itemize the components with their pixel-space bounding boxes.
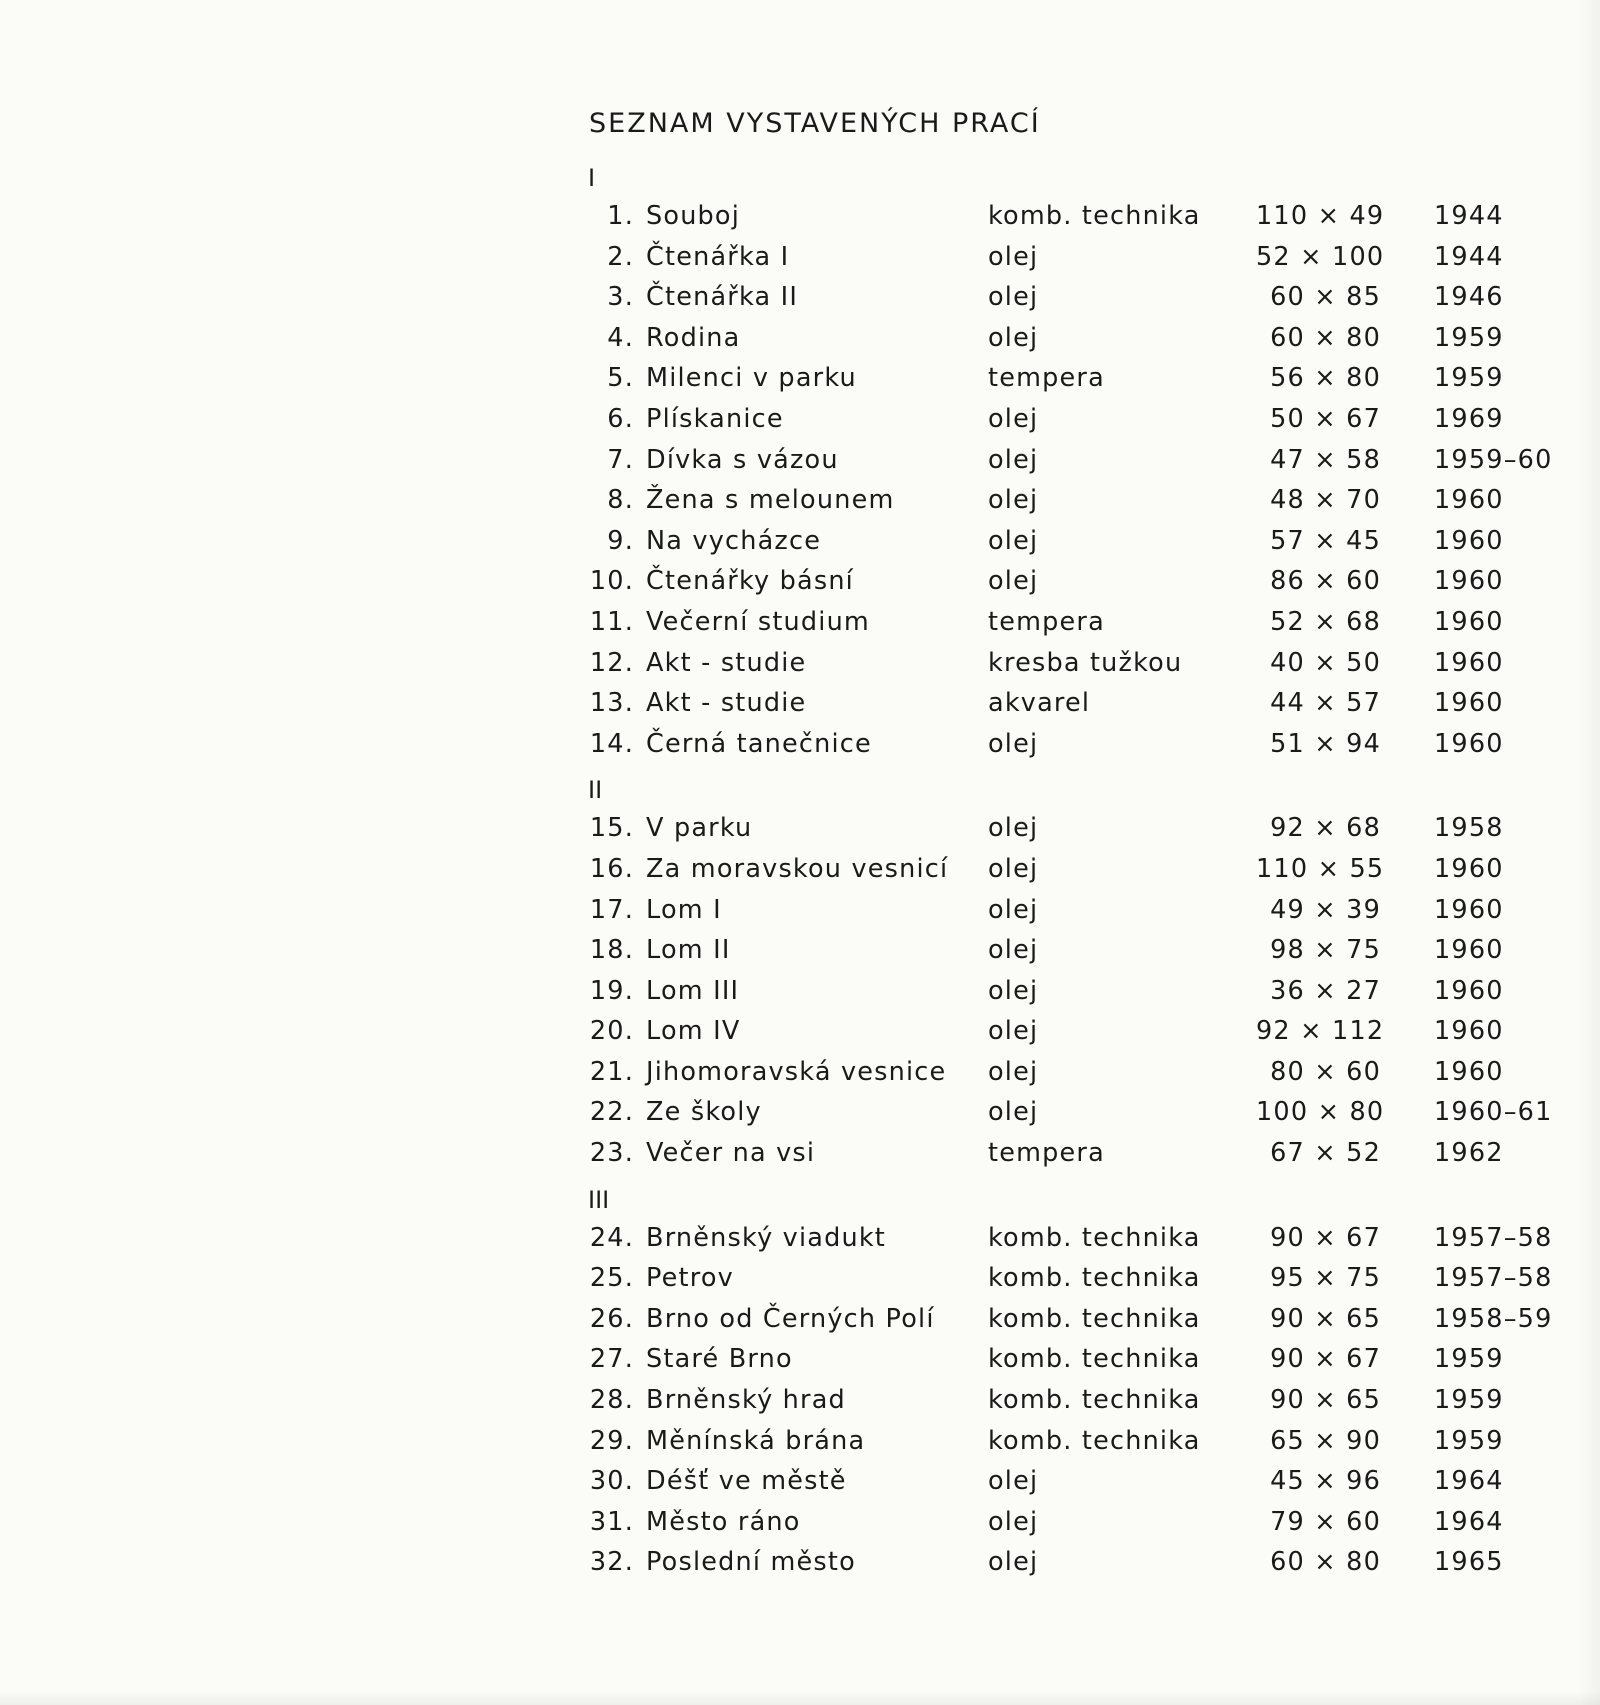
item-year: 1959–60: [1434, 444, 1553, 475]
list-item: [586, 1339, 1586, 1380]
item-technique: olej: [988, 813, 1039, 844]
item-year: 1957–58: [1434, 1263, 1553, 1294]
item-dimensions: 47 × 58: [1270, 444, 1381, 475]
item-title: Staré Brno: [646, 1344, 793, 1375]
item-dimensions: 52 × 100: [1256, 241, 1385, 272]
item-dimensions: 90 × 65: [1270, 1385, 1381, 1416]
list-item: [586, 277, 1586, 318]
item-title: V parku: [646, 813, 753, 844]
list-item: [586, 1052, 1586, 1093]
item-number: 14.: [589, 728, 634, 759]
item-year: 1959: [1434, 1385, 1504, 1416]
list-item: [586, 196, 1586, 237]
item-year: 1960: [1434, 853, 1504, 884]
section-spacer: [586, 764, 1586, 772]
item-technique: olej: [988, 975, 1039, 1006]
item-number: 15.: [589, 813, 634, 844]
item-technique: olej: [988, 241, 1039, 272]
item-technique: olej: [988, 1466, 1039, 1497]
item-dimensions: 95 × 75: [1270, 1263, 1381, 1294]
item-dimensions: 98 × 75: [1270, 935, 1381, 966]
item-technique: komb. technika: [988, 1385, 1201, 1416]
item-technique: olej: [988, 444, 1039, 475]
item-title: Na vycházce: [646, 525, 822, 556]
item-dimensions: 110 × 49: [1256, 201, 1385, 231]
item-year: 1960: [1434, 894, 1504, 925]
item-dimensions: 65 × 90: [1270, 1425, 1381, 1456]
item-year: 1946: [1434, 282, 1504, 313]
item-number: 31.: [589, 1506, 634, 1537]
item-year: 1959: [1434, 363, 1504, 394]
item-technique: komb. technika: [988, 1303, 1201, 1334]
item-year: 1960: [1434, 688, 1504, 719]
item-title: Plískanice: [646, 403, 784, 434]
item-title: Akt - studie: [646, 688, 807, 719]
item-dimensions: 92 × 68: [1270, 813, 1381, 844]
item-title: Za moravskou vesnicí: [646, 853, 949, 884]
list-item: [586, 358, 1586, 399]
item-number: 18.: [589, 935, 634, 966]
item-technique: olej: [988, 1016, 1039, 1047]
item-year: 1944: [1434, 241, 1504, 272]
item-technique: olej: [988, 1547, 1039, 1578]
section-label: II: [588, 776, 603, 805]
list-item: [586, 643, 1586, 684]
item-number: 28.: [589, 1385, 634, 1416]
item-year: 1960–61: [1434, 1097, 1553, 1128]
item-dimensions: 79 × 60: [1270, 1506, 1381, 1537]
item-number: 24.: [589, 1222, 634, 1253]
item-dimensions: 50 × 67: [1270, 403, 1381, 434]
item-number: 9.: [607, 525, 634, 556]
list-item: [586, 971, 1586, 1012]
item-year: 1960: [1434, 606, 1504, 637]
item-title: Žena s melounem: [646, 485, 895, 516]
list-item: [586, 849, 1586, 890]
item-title: Jihomoravská vesnice: [646, 1056, 947, 1087]
list-item: [586, 318, 1586, 359]
item-technique: olej: [988, 1506, 1039, 1537]
list-item: [586, 808, 1586, 849]
list-item: [586, 683, 1586, 724]
list-item: [586, 399, 1586, 440]
list-item: [586, 440, 1586, 481]
item-number: 20.: [589, 1016, 634, 1047]
item-technique: tempera: [988, 606, 1105, 637]
item-technique: olej: [988, 525, 1039, 556]
item-dimensions: 60 × 85: [1270, 282, 1381, 313]
list-item: [586, 1421, 1586, 1462]
item-year: 1962: [1434, 1138, 1504, 1169]
list-item: [586, 561, 1586, 602]
item-dimensions: 100 × 80: [1256, 1097, 1385, 1128]
item-number: 21.: [589, 1056, 634, 1087]
item-title: Brno od Černých Polí: [646, 1303, 935, 1334]
item-title: Měnínská brána: [646, 1425, 866, 1456]
page-title: SEZNAM VYSTAVENÝCH PRACÍ: [589, 108, 1041, 139]
item-year: 1960: [1434, 1016, 1504, 1047]
list-item: [586, 480, 1586, 521]
item-year: 1959: [1434, 1344, 1504, 1375]
item-technique: olej: [988, 322, 1039, 353]
item-dimensions: 49 × 39: [1270, 894, 1381, 925]
item-year: 1960: [1434, 566, 1504, 597]
item-technique: olej: [988, 853, 1039, 884]
item-year: 1960: [1434, 525, 1504, 556]
item-title: Večerní studium: [646, 606, 870, 637]
item-year: 1960: [1434, 485, 1504, 516]
item-number: 7.: [607, 444, 634, 475]
item-number: 25.: [589, 1263, 634, 1294]
list-item: [586, 1133, 1586, 1174]
section-label: III: [588, 1185, 610, 1214]
item-dimensions: 51 × 94: [1270, 728, 1381, 759]
item-number: 1.: [607, 201, 634, 231]
item-number: 30.: [589, 1466, 634, 1497]
item-technique: tempera: [988, 363, 1105, 394]
item-number: 6.: [607, 403, 634, 434]
item-number: 5.: [607, 363, 634, 394]
list-item: [586, 521, 1586, 562]
list-item: [586, 1218, 1586, 1259]
item-dimensions: 80 × 60: [1270, 1056, 1381, 1087]
item-title: Souboj: [646, 201, 741, 231]
item-number: 10.: [589, 566, 634, 597]
list-item: [586, 1011, 1586, 1052]
item-year: 1959: [1434, 1425, 1504, 1456]
item-dimensions: 52 × 68: [1270, 606, 1381, 637]
item-number: 3.: [607, 282, 634, 313]
item-title: Akt - studie: [646, 647, 807, 678]
item-year: 1960: [1434, 935, 1504, 966]
list-item: [586, 1380, 1586, 1421]
item-number: 19.: [589, 975, 634, 1006]
item-technique: olej: [988, 1056, 1039, 1087]
item-year: 1960: [1434, 728, 1504, 759]
item-technique: olej: [988, 282, 1039, 313]
item-year: 1964: [1434, 1506, 1504, 1537]
list-item: [586, 930, 1586, 971]
item-number: 17.: [589, 894, 634, 925]
item-title: Večer na vsi: [646, 1138, 816, 1169]
item-dimensions: 57 × 45: [1270, 525, 1381, 556]
item-year: 1960: [1434, 1056, 1504, 1087]
item-number: 12.: [589, 647, 634, 678]
item-title: Město ráno: [646, 1506, 801, 1537]
list-item: [586, 890, 1586, 931]
item-title: Ze školy: [646, 1097, 762, 1128]
item-technique: komb. technika: [988, 1425, 1201, 1456]
item-dimensions: 110 × 55: [1256, 853, 1385, 884]
item-year: 1960: [1434, 975, 1504, 1006]
item-number: 16.: [589, 853, 634, 884]
list-item: [586, 602, 1586, 643]
item-year: 1958: [1434, 813, 1504, 844]
item-technique: olej: [988, 728, 1039, 759]
list-item: [586, 1092, 1586, 1133]
item-number: 13.: [589, 688, 634, 719]
item-dimensions: 36 × 27: [1270, 975, 1381, 1006]
item-dimensions: 60 × 80: [1270, 1547, 1381, 1578]
item-dimensions: 44 × 57: [1270, 688, 1381, 719]
works-list: [586, 160, 1586, 1583]
paper-edge-bottom: [0, 1691, 1600, 1705]
section-label: I: [588, 164, 596, 192]
item-technique: olej: [988, 403, 1039, 434]
item-technique: komb. technika: [988, 1222, 1201, 1253]
item-technique: olej: [988, 894, 1039, 925]
item-dimensions: 90 × 67: [1270, 1222, 1381, 1253]
item-year: 1959: [1434, 322, 1504, 353]
item-title: Petrov: [646, 1263, 734, 1294]
item-dimensions: 48 × 70: [1270, 485, 1381, 516]
paper-edge-right: [1578, 0, 1600, 1705]
item-number: 11.: [589, 606, 634, 637]
item-year: 1965: [1434, 1547, 1504, 1578]
item-title: Lom II: [646, 935, 731, 966]
item-number: 27.: [589, 1344, 634, 1375]
item-number: 2.: [607, 241, 634, 272]
item-number: 4.: [607, 322, 634, 353]
item-title: Poslední město: [646, 1547, 856, 1578]
list-item: [586, 1461, 1586, 1502]
item-technique: komb. technika: [988, 1344, 1201, 1375]
item-dimensions: 40 × 50: [1270, 647, 1381, 678]
item-dimensions: 90 × 67: [1270, 1344, 1381, 1375]
item-technique: kresba tužkou: [988, 647, 1183, 678]
item-title: Lom IV: [646, 1016, 741, 1047]
item-technique: olej: [988, 1097, 1039, 1128]
item-title: Milenci v parku: [646, 363, 857, 394]
item-technique: olej: [988, 935, 1039, 966]
item-title: Brněnský viadukt: [646, 1222, 886, 1253]
section-spacer: [586, 1174, 1586, 1182]
item-dimensions: 56 × 80: [1270, 363, 1381, 394]
item-technique: olej: [988, 566, 1039, 597]
item-number: 26.: [589, 1303, 634, 1334]
item-title: Čtenářka I: [646, 241, 790, 272]
item-year: 1944: [1434, 201, 1504, 231]
item-title: Černá tanečnice: [646, 728, 872, 759]
item-number: 22.: [589, 1097, 634, 1128]
item-year: 1969: [1434, 403, 1504, 434]
item-technique: tempera: [988, 1138, 1105, 1169]
item-year: 1960: [1434, 647, 1504, 678]
item-title: Déšť ve městě: [646, 1466, 847, 1497]
item-number: 8.: [607, 485, 634, 516]
item-year: 1957–58: [1434, 1222, 1553, 1253]
item-dimensions: 86 × 60: [1270, 566, 1381, 597]
item-dimensions: 45 × 96: [1270, 1466, 1381, 1497]
item-title: Lom I: [646, 894, 722, 925]
item-dimensions: 92 × 112: [1256, 1016, 1385, 1047]
item-year: 1958–59: [1434, 1303, 1553, 1334]
item-title: Dívka s vázou: [646, 444, 839, 475]
list-item: [586, 724, 1586, 765]
item-title: Rodina: [646, 322, 741, 353]
item-dimensions: 90 × 65: [1270, 1303, 1381, 1334]
item-number: 23.: [589, 1138, 634, 1169]
item-technique: olej: [988, 485, 1039, 516]
item-dimensions: 67 × 52: [1270, 1138, 1381, 1169]
list-item: [586, 1502, 1586, 1543]
item-title: Čtenářky básní: [646, 566, 854, 597]
item-title: Lom III: [646, 975, 740, 1006]
list-item: [586, 1542, 1586, 1583]
item-technique: akvarel: [988, 688, 1091, 719]
list-item: [586, 1258, 1586, 1299]
item-dimensions: 60 × 80: [1270, 322, 1381, 353]
item-number: 29.: [589, 1425, 634, 1456]
item-year: 1964: [1434, 1466, 1504, 1497]
item-technique: komb. technika: [988, 201, 1201, 231]
list-item: [586, 237, 1586, 278]
item-title: Čtenářka II: [646, 282, 799, 313]
item-technique: komb. technika: [988, 1263, 1201, 1294]
item-number: 32.: [589, 1547, 634, 1578]
item-title: Brněnský hrad: [646, 1385, 846, 1416]
list-item: [586, 1299, 1586, 1340]
